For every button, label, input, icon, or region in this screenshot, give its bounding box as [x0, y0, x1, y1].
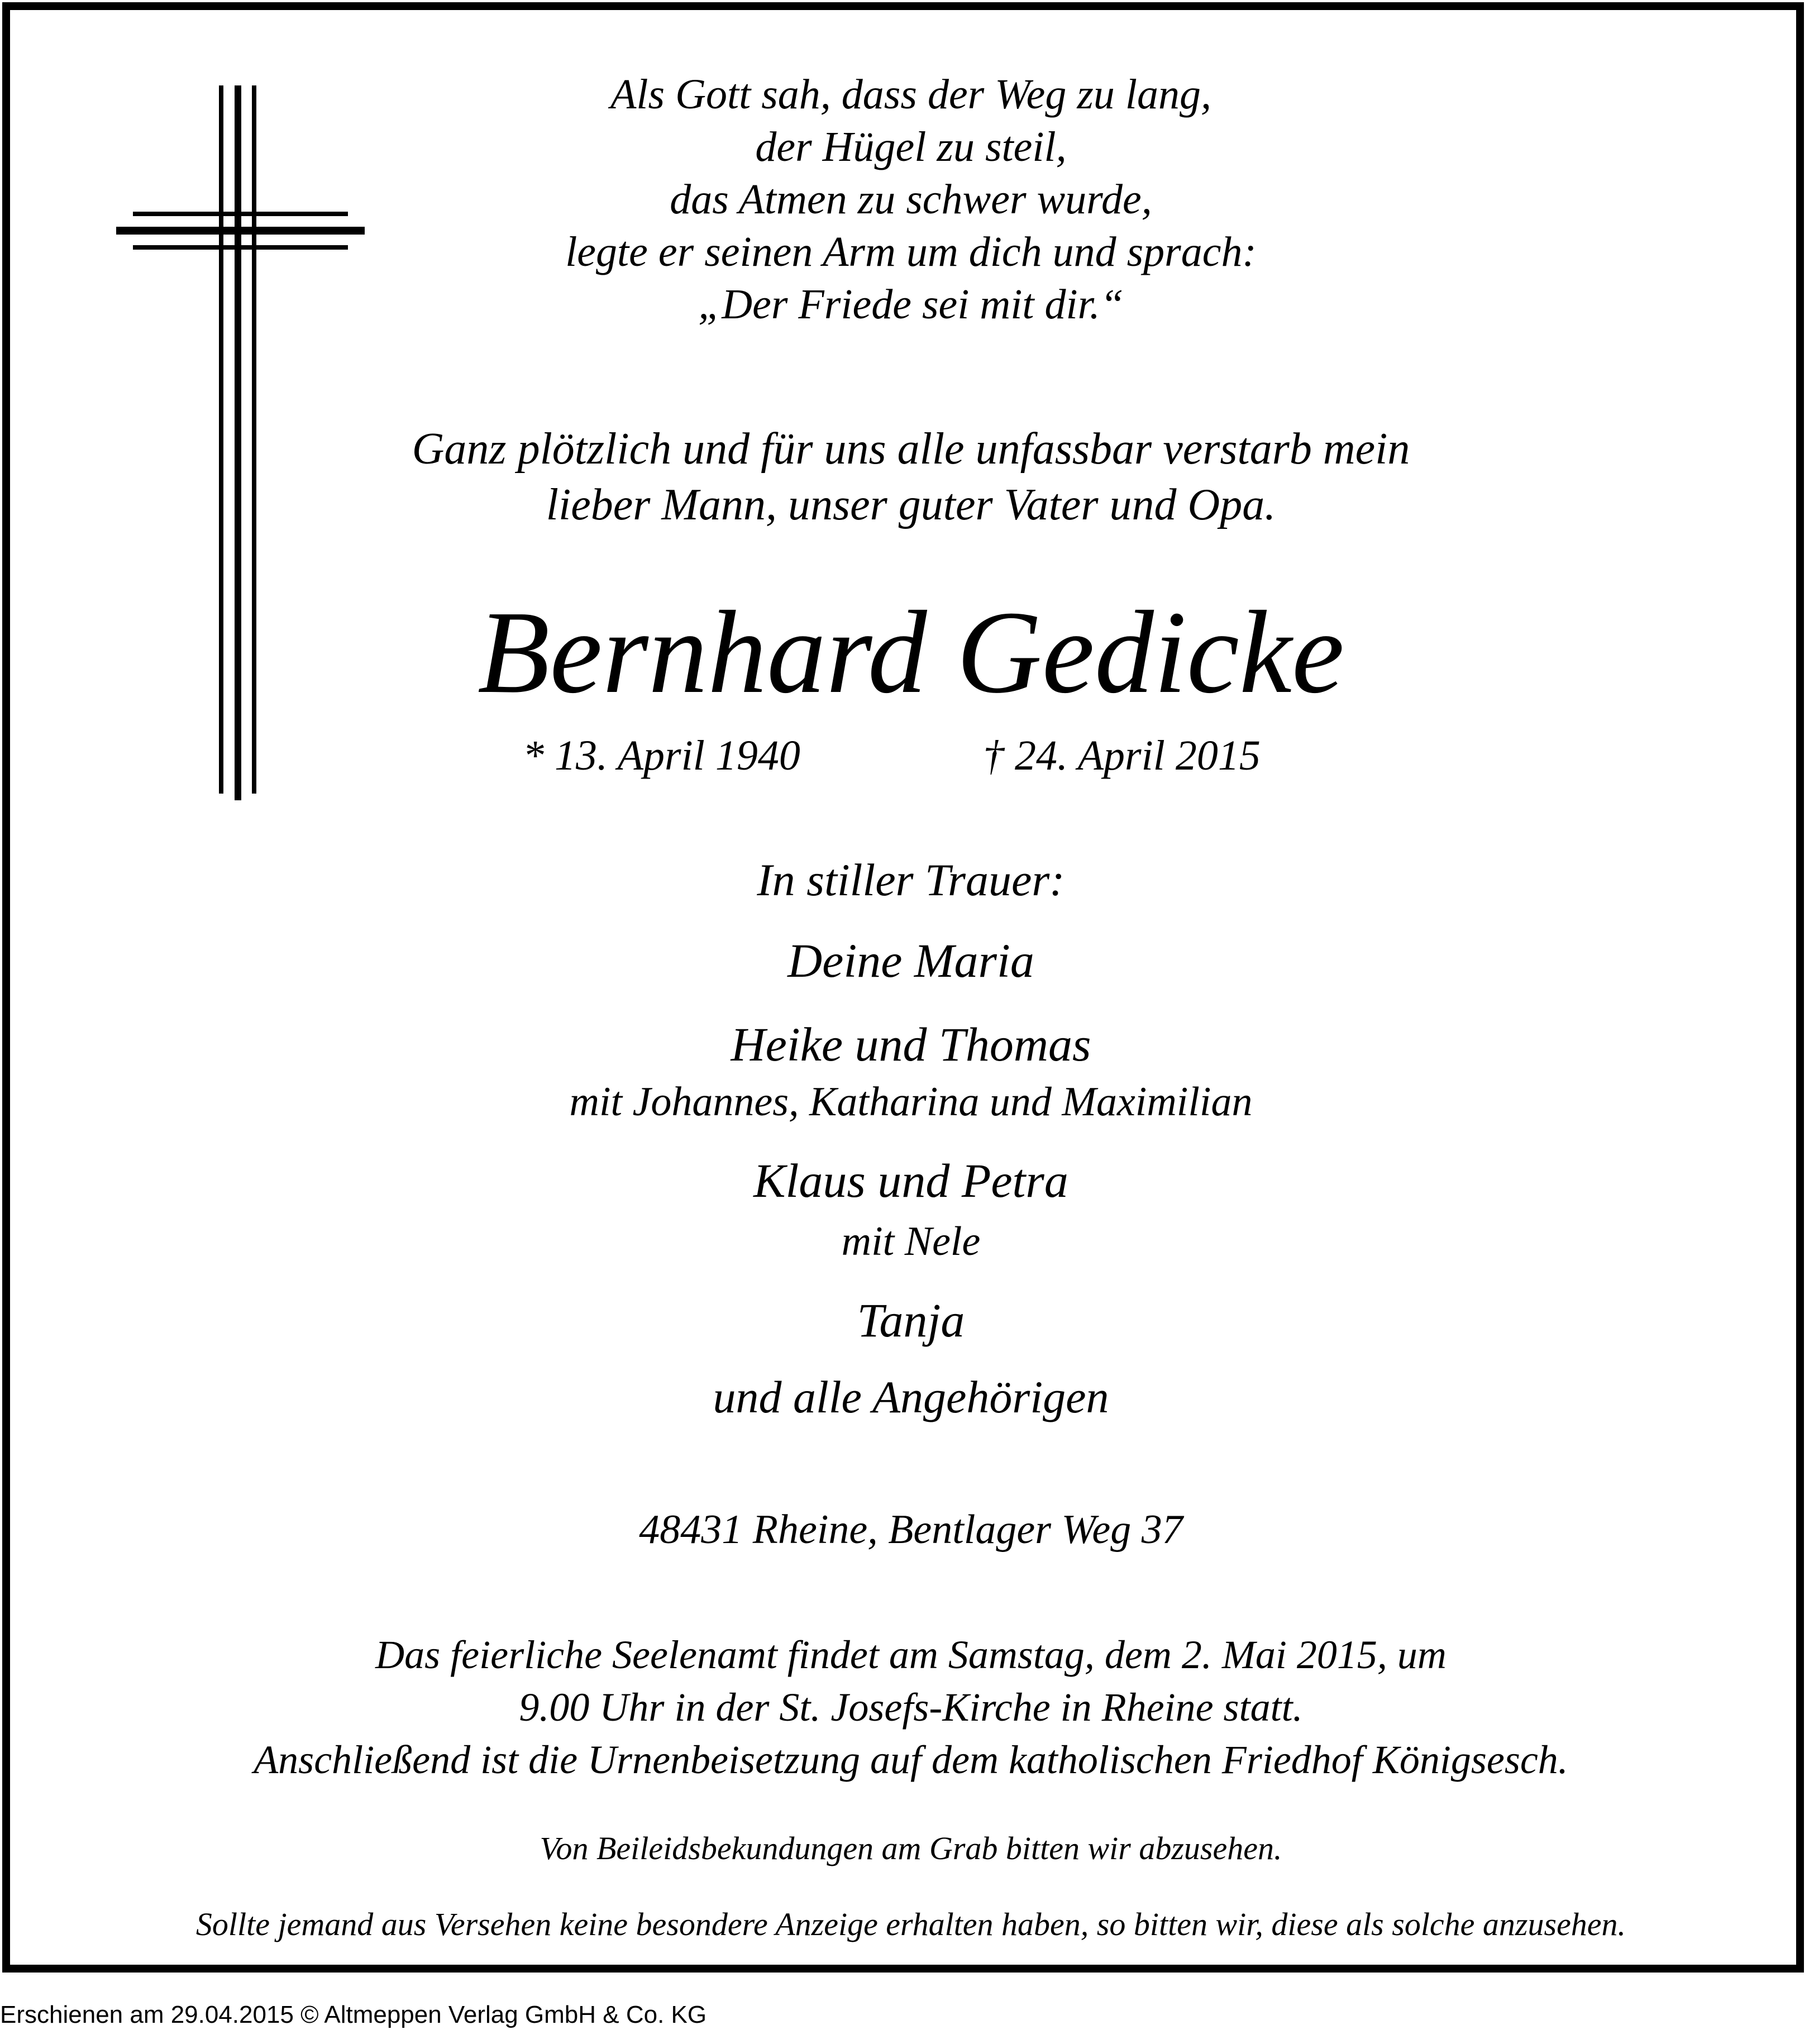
poem-line-1: Als Gott sah, dass der Weg zu lang,	[610, 71, 1212, 118]
intro-line-1: Ganz plötzlich und für uns alle unfassbar verstarb mein	[412, 424, 1410, 474]
mourner-children: mit Johannes, Katharina und Maximilian	[569, 1079, 1253, 1125]
obituary-notice	[2, 2, 1804, 1973]
address: 48431 Rheine, Bentlager Weg 37	[639, 1507, 1183, 1553]
poem-line-3: das Atmen zu schwer wurde,	[670, 176, 1152, 223]
deceased-name: Bernhard Gedicke	[477, 586, 1345, 718]
life-dates	[10, 730, 1812, 781]
service-line-1: Das feierliche Seelenamt findet am Samstag, dem 2. Mai 2015, um	[375, 1632, 1447, 1677]
poem-line-2: der Hügel zu steil,	[755, 123, 1067, 170]
mourner-children: mit Nele	[841, 1219, 981, 1264]
birth-date: * 13. April 1940	[523, 732, 800, 779]
relatives-line: und alle Angehörigen	[713, 1372, 1109, 1422]
intro-line-2: lieber Mann, unser guter Vater und Opa.	[546, 480, 1276, 529]
service-line-2: 9.00 Uhr in der St. Josefs-Kirche in Rheine statt.	[519, 1685, 1303, 1730]
service-line-3: Anschließend ist die Urnenbeisetzung auf dem katholischen Friedhof Königsesch.	[254, 1737, 1568, 1782]
death-date: † 24. April 2015	[983, 732, 1261, 779]
mourner-name: Klaus und Petra	[753, 1154, 1068, 1207]
poem-line-5: „Der Friede sei mit dir.“	[698, 281, 1124, 328]
mourner-name: Tanja	[857, 1293, 965, 1347]
notice-note: Sollte jemand aus Versehen keine besondere Anzeige erhalten haben, so bitten wir, diese als solche anzusehen.	[195, 1906, 1626, 1942]
mourner-name: Heike und Thomas	[731, 1018, 1091, 1071]
mourning-heading: In stiller Trauer:	[757, 854, 1065, 905]
condolence-note: Von Beileidsbekundungen am Grab bitten wir abzusehen.	[540, 1830, 1282, 1866]
poem-line-4: legte er seinen Arm um dich und sprach:	[565, 228, 1257, 275]
publication-footer: Erschienen am 29.04.2015 © Altmeppen Verlag GmbH & Co. KG	[0, 2001, 707, 2028]
mourner-name: Deine Maria	[787, 934, 1034, 987]
